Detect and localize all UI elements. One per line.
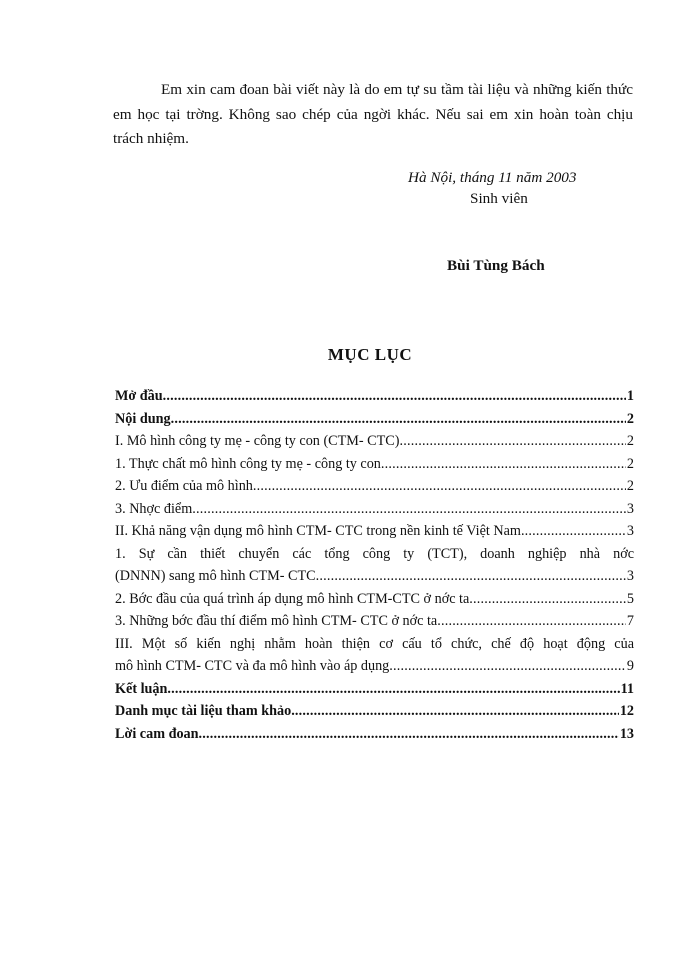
toc-entry-section-1[interactable] — [115, 430, 634, 453]
toc-entry-text: (DNNN) sang mô hình CTM- CTC — [115, 568, 316, 584]
toc-entry-page: 3 — [626, 500, 634, 517]
signer-role: Sinh viên — [470, 190, 528, 207]
declaration-paragraph — [113, 78, 633, 152]
toc-title: MỤC LỤC — [327, 345, 413, 364]
toc-entry-page: 2 — [626, 433, 634, 449]
leader-dots — [521, 520, 626, 543]
leader-dots — [163, 385, 626, 408]
toc-entry-page: 1 — [626, 388, 634, 404]
toc-entry-section-2[interactable] — [115, 520, 634, 543]
toc-entry-text: 3. Những bớc đầu thí điểm mô hình CTM- CTC ở nớc ta — [115, 613, 438, 629]
toc-entry-text: Kết luận — [115, 680, 168, 697]
toc-entry-text: 1. Thực chất mô hình công ty mẹ - công ty con — [115, 455, 381, 472]
toc-entry-declaration[interactable] — [115, 723, 634, 746]
toc-entry-text: mô hình CTM- CTC và đa mô hình vào áp dụng — [115, 658, 390, 674]
toc-entry-text: 2. Bớc đầu của quá trình áp dụng mô hình CTM-CTC ở nớc ta — [115, 590, 470, 607]
toc-entry-page: 5 — [626, 590, 634, 607]
leader-dots — [253, 475, 626, 498]
toc-entry-text: 3. Nhợc điểm — [115, 500, 193, 517]
leader-dots — [171, 408, 626, 431]
toc-entry-1-1[interactable] — [115, 453, 634, 476]
toc-entry-2-2[interactable] — [115, 588, 634, 611]
toc-entry-page: 11 — [620, 680, 634, 697]
table-of-contents — [115, 385, 634, 745]
leader-dots — [192, 498, 626, 521]
toc-entry-1-3[interactable] — [115, 498, 634, 521]
signer-name: Bùi Tùng Bách — [447, 257, 545, 274]
toc-entry-2-1[interactable] — [115, 543, 634, 588]
toc-entry-text-line1: III. Một số kiến nghị nhằm hoàn thiện cơ cấu tổ chức, chế độ hoạt động của — [115, 635, 634, 652]
toc-entry-content[interactable] — [115, 408, 634, 431]
toc-entry-page: 7 — [626, 613, 634, 629]
toc-entry-text: Lời cam đoan — [115, 725, 199, 742]
toc-entry-conclusion[interactable] — [115, 678, 634, 701]
place-date: Hà Nội, tháng 11 năm 2003 — [408, 169, 577, 186]
leader-dots — [381, 453, 626, 476]
toc-entry-page: 3 — [626, 523, 634, 539]
declaration-text: Em xin cam đoan bài viết này là do em tự su tầm tài liệu và những kiến thức em học tại trờng. Không sao chép của ngời khác. Nếu sai em xin hoàn toàn chịu trách nhiệm. — [113, 81, 633, 147]
leader-dots — [316, 565, 626, 588]
leader-dots — [167, 678, 619, 701]
toc-entry-page: 2 — [626, 455, 634, 472]
toc-entry-page: 13 — [619, 725, 634, 742]
toc-entry-intro[interactable] — [115, 385, 634, 408]
toc-entry-2-3[interactable] — [115, 610, 634, 633]
toc-entry-page: 12 — [619, 703, 634, 719]
toc-entry-page: 3 — [626, 568, 634, 584]
toc-entry-references[interactable] — [115, 700, 634, 723]
leader-dots — [400, 430, 626, 453]
toc-entry-page: 9 — [626, 658, 634, 674]
leader-dots — [389, 655, 626, 678]
toc-entry-text: Danh mục tài liệu tham khảo — [115, 703, 292, 719]
toc-entry-text: I. Mô hình công ty mẹ - công ty con (CTM- CTC) — [115, 433, 400, 449]
toc-entry-page: 2 — [626, 410, 634, 427]
toc-entry-1-2[interactable] — [115, 475, 634, 498]
leader-dots — [469, 588, 626, 611]
toc-entry-page: 2 — [626, 478, 634, 494]
toc-entry-section-3[interactable] — [115, 633, 634, 678]
toc-entry-text: Mở đầu — [115, 388, 163, 404]
leader-dots — [291, 700, 619, 723]
leader-dots — [437, 610, 626, 633]
toc-entry-text: Nội dung — [115, 410, 171, 427]
toc-entry-text: II. Khả năng vận dụng mô hình CTM- CTC trong nền kinh tế Việt Nam — [115, 523, 521, 539]
toc-entry-text: 2. Ưu điểm của mô hình — [115, 478, 253, 494]
toc-entry-text-line1: 1. Sự cần thiết chuyển các tổng công ty (TCT), doanh nghiệp nhà nớc — [115, 545, 634, 562]
leader-dots — [199, 723, 619, 746]
